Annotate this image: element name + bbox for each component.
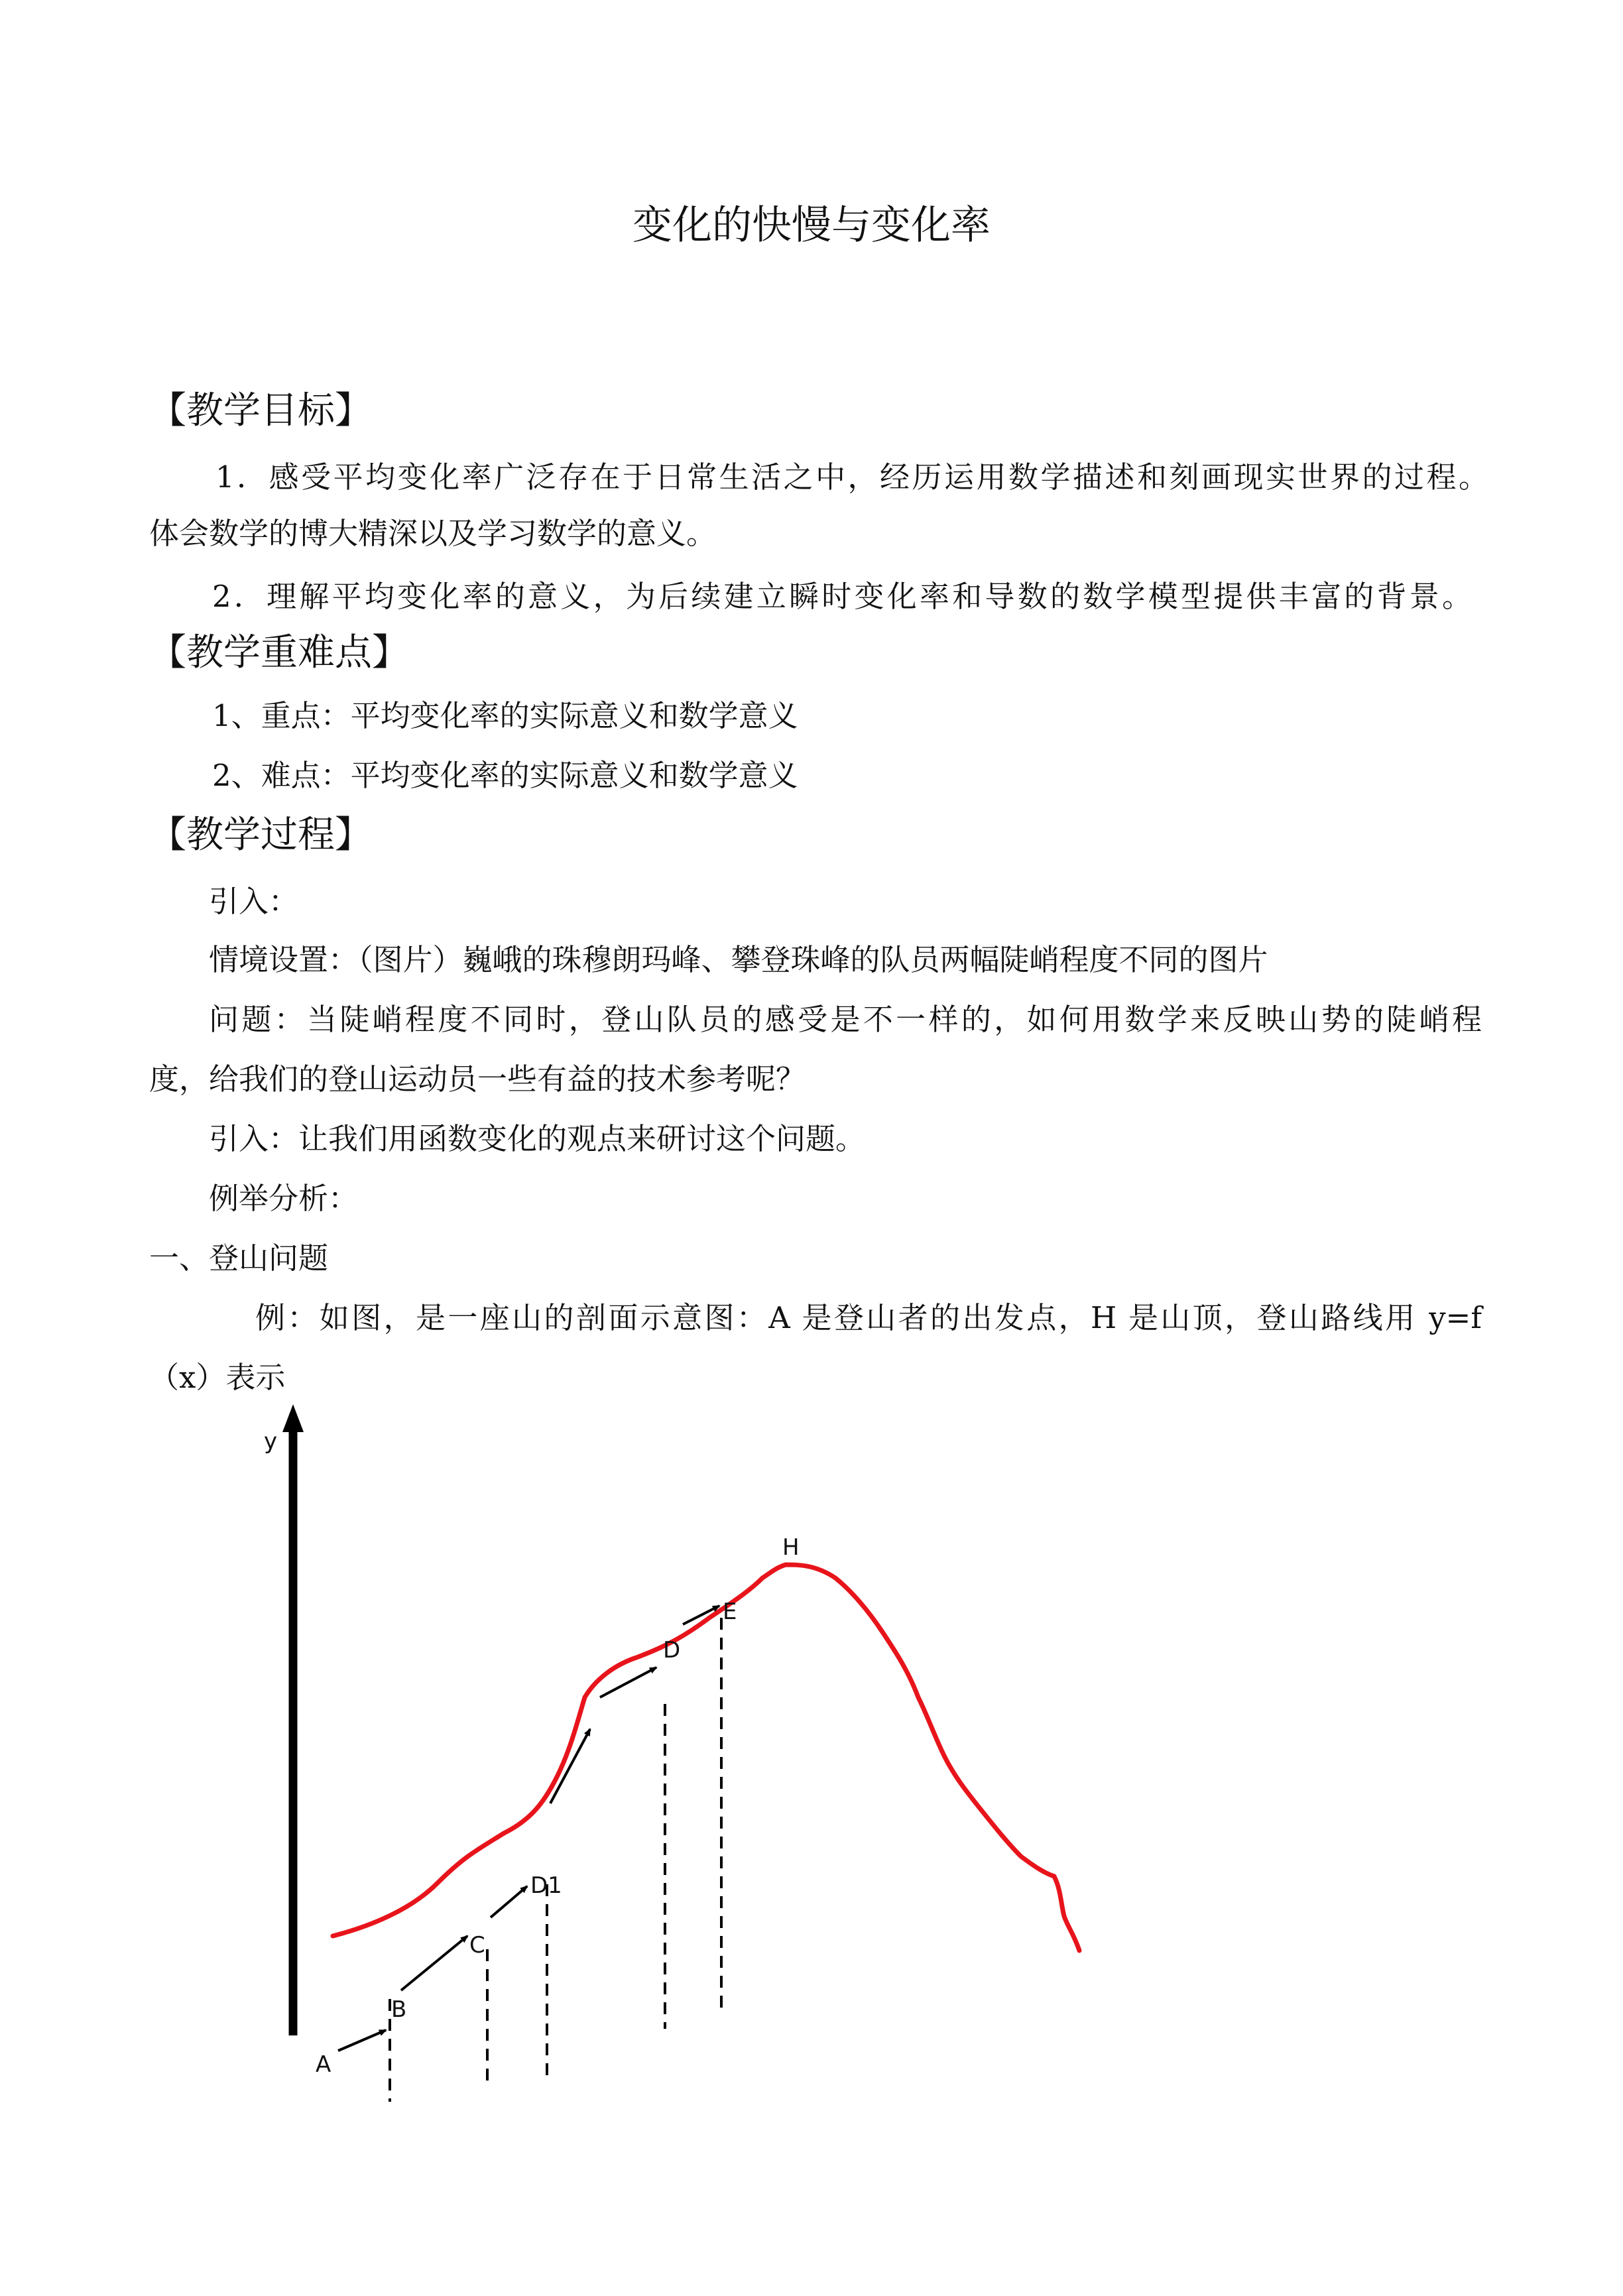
process-intro: 引入： [209,884,299,919]
point-label-d1: D1 [530,1872,562,1899]
page-title: 变化的快慢与变化率 [632,202,991,249]
key-points-heading: 【教学重难点】 [149,631,409,674]
section-mountain-problem: 一、登山问题 [149,1240,329,1276]
process-analysis: 例举分析： [209,1181,359,1216]
point-label-a: A [316,2051,331,2078]
goals-heading: 【教学目标】 [149,389,372,432]
key-point-2: 2、难点：平均变化率的实际意义和数学意义 [212,758,798,793]
point-label-d: D [663,1637,681,1663]
mountain-curve [333,1565,1079,1951]
point-label-h: H [782,1534,800,1561]
y-axis-arrow-icon [282,1404,304,1432]
y-axis-label: y [264,1428,278,1455]
goals-item1-line1: 1．感受平均变化率广泛存在于日常生活之中，经历运用数学描述和刻画现实世界的过程。 [215,459,1488,495]
key-point-1: 1、重点：平均变化率的实际意义和数学意义 [212,698,798,733]
process-question-line2: 度，给我们的登山运动员一些有益的技术参考呢？ [149,1061,806,1097]
point-label-c: C [469,1932,485,1959]
goals-item2: 2．理解平均变化率的意义，为后续建立瞬时变化率和导数的数学模型提供丰富的背景。 [212,579,1472,614]
process-heading: 【教学过程】 [149,814,372,857]
arrow-b-to-c [401,1936,467,1990]
point-label-e: E [723,1599,737,1625]
example-line1: 例：如图，是一座山的剖面示意图：A 是登山者的出发点，H 是山顶，登山路线用 y=f [255,1300,1482,1335]
example-line2: （x）表示 [149,1360,286,1395]
arrow-c-to-d1 [491,1886,527,1917]
arrow-a-to-b [338,2030,386,2051]
process-intro2: 引入：让我们用函数变化的观点来研讨这个问题。 [209,1121,866,1156]
point-label-b: B [391,1996,407,2023]
process-question-line1: 问题：当陡峭程度不同时，登山队员的感受是不一样的，如何用数学来反映山势的陡峭程 [209,1002,1482,1037]
goals-item1-line2: 体会数学的博大精深以及学习数学的意义。 [149,516,717,551]
process-scenario: 情境设置：（图片）巍峨的珠穆朗玛峰、攀登珠峰的队员两幅陡峭程度不同的图片 [209,942,1268,977]
